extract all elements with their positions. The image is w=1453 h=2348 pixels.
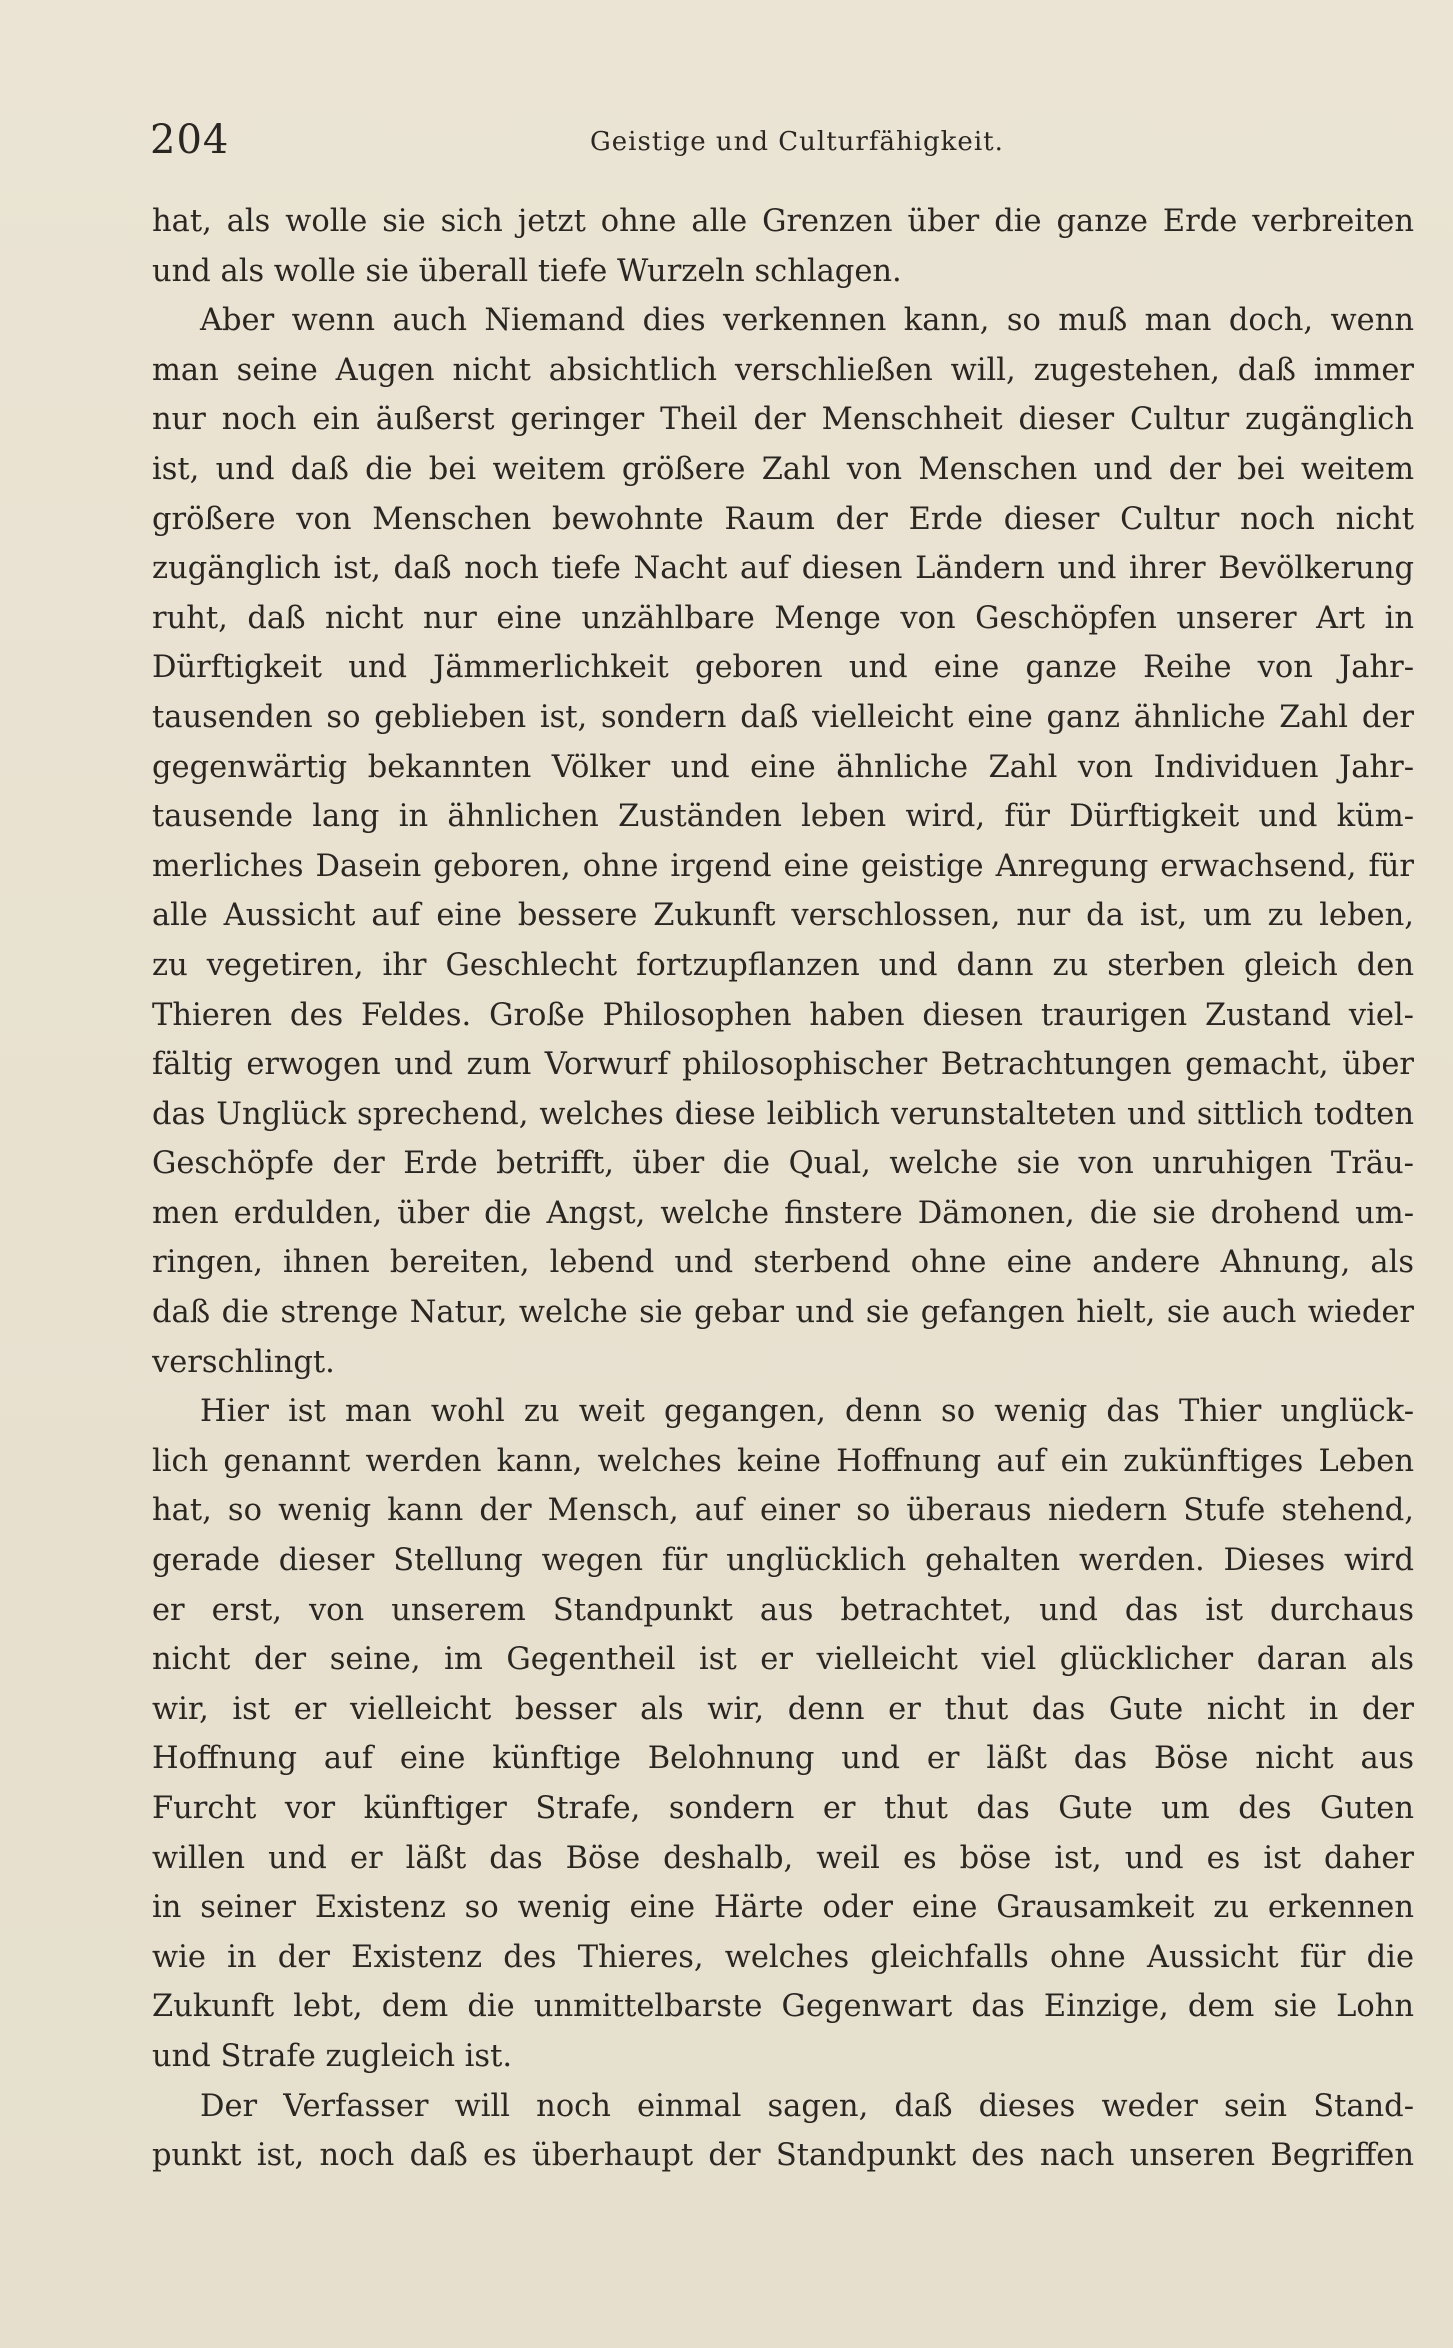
text-line: ist, und daß die bei weitem größere Zahl von Menschen und der bei weitem bbox=[152, 451, 1414, 487]
text-line: gegenwärtig bekannten Völker und eine ähnliche Zahl von Individuen Jahr- bbox=[152, 749, 1414, 785]
text-line: Aber wenn auch Niemand dies verkennen kann, so muß man doch, wenn bbox=[200, 303, 1414, 339]
text-line: hat, so wenig kann der Mensch, auf einer so überaus niedern Stufe stehend, bbox=[152, 1493, 1414, 1529]
text-line: zu vegetiren, ihr Geschlecht fortzupflanzen und dann zu sterben gleich den bbox=[152, 947, 1414, 983]
text-line: ruht, daß nicht nur eine unzählbare Menge von Geschöpfen unserer Art in bbox=[152, 600, 1414, 636]
text-line: Thieren des Feldes. Große Philosophen haben diesen traurigen Zustand viel- bbox=[152, 997, 1414, 1033]
text-line: nur noch ein äußerst geringer Theil der Menschheit dieser Cultur zugänglich bbox=[152, 402, 1414, 438]
text-line: und als wolle sie überall tiefe Wurzeln schlagen. bbox=[152, 253, 902, 289]
text-line: Furcht vor künftiger Strafe, sondern er thut das Gute um des Guten bbox=[152, 1791, 1414, 1826]
text-line: tausenden so geblieben ist, sondern daß vielleicht eine ganz ähnliche Zahl der bbox=[152, 699, 1414, 735]
text-line: men erdulden, über die Angst, welche finstere Dämonen, die sie drohend um- bbox=[152, 1195, 1414, 1231]
running-title: Geistige und Culturfähigkeit. bbox=[590, 127, 1004, 157]
text-line: wir, ist er vielleicht besser als wir, denn er thut das Gute nicht in der bbox=[152, 1691, 1414, 1727]
text-line: ringen, ihnen bereiten, lebend und sterbend ohne eine andere Ahnung, als bbox=[152, 1245, 1414, 1281]
text-line: merliches Dasein geboren, ohne irgend eine geistige Anregung erwachsend, für bbox=[152, 848, 1414, 884]
text-line: alle Aussicht auf eine bessere Zukunft verschlossen, nur da ist, um zu leben, bbox=[152, 898, 1414, 934]
text-line: größere von Menschen bewohnte Raum der Erde dieser Cultur noch nicht bbox=[152, 501, 1414, 537]
text-line: daß die strenge Natur, welche sie gebar und sie gefangen hielt, sie auch wieder bbox=[152, 1295, 1414, 1331]
text-line: man seine Augen nicht absichtlich verschließen will, zugestehen, daß immer bbox=[152, 352, 1414, 388]
text-line: das Unglück sprechend, welches diese leiblich verunstalteten und sittlich todten bbox=[152, 1096, 1414, 1132]
text-line: willen und er läßt das Böse deshalb, weil es böse ist, und es ist daher bbox=[152, 1840, 1414, 1876]
text-line: verschlingt. bbox=[152, 1344, 335, 1380]
text-line: zugänglich ist, daß noch tiefe Nacht auf diesen Ländern und ihrer Bevölkerung bbox=[152, 551, 1414, 587]
text-line: er erst, von unserem Standpunkt aus betrachtet, und das ist durchaus bbox=[152, 1592, 1414, 1628]
text-line: Geschöpfe der Erde betrifft, über die Qual, welche sie von unruhigen Träu- bbox=[152, 1146, 1414, 1182]
text-line: hat, als wolle sie sich jetzt ohne alle Grenzen über die ganze Erde verbreiten bbox=[152, 204, 1414, 239]
text-line: punkt ist, noch daß es überhaupt der Standpunkt des nach unseren Begriffen bbox=[152, 2138, 1414, 2174]
page-header bbox=[150, 112, 1420, 172]
text-line: in seiner Existenz so wenig eine Härte oder eine Grausamkeit zu erkennen bbox=[152, 1890, 1414, 1926]
text-line: Zukunft lebt, dem die unmittelbarste Gegenwart das Einzige, dem sie Lohn bbox=[152, 1989, 1414, 2025]
text-line: Dürftigkeit und Jämmerlichkeit geboren und eine ganze Reihe von Jahr- bbox=[152, 650, 1414, 686]
text-line: Der Verfasser will noch einmal sagen, daß dieses weder sein Stand- bbox=[200, 2088, 1414, 2124]
text-line: gerade dieser Stellung wegen für unglücklich gehalten werden. Dieses wird bbox=[152, 1543, 1414, 1579]
text-line: Hier ist man wohl zu weit gegangen, denn so wenig das Thier unglück- bbox=[200, 1394, 1414, 1430]
page-number: 204 bbox=[150, 117, 230, 163]
text-line: tausende lang in ähnlichen Zuständen leben wird, für Dürftigkeit und küm- bbox=[152, 799, 1414, 835]
text-line: lich genannt werden kann, welches keine Hoffnung auf ein zukünftiges Leben bbox=[152, 1443, 1414, 1479]
text-line: wie in der Existenz des Thieres, welches gleichfalls ohne Aussicht für die bbox=[152, 1939, 1414, 1975]
text-line: und Strafe zugleich ist. bbox=[152, 2038, 513, 2074]
body-text bbox=[152, 197, 1414, 2181]
text-line: nicht der seine, im Gegentheil ist er vielleicht viel glücklicher daran als bbox=[152, 1642, 1414, 1678]
text-line: fältig erwogen und zum Vorwurf philosophischer Betrachtungen gemacht, über bbox=[152, 1047, 1414, 1083]
text-line: Hoffnung auf eine künftige Belohnung und er läßt das Böse nicht aus bbox=[152, 1741, 1414, 1777]
